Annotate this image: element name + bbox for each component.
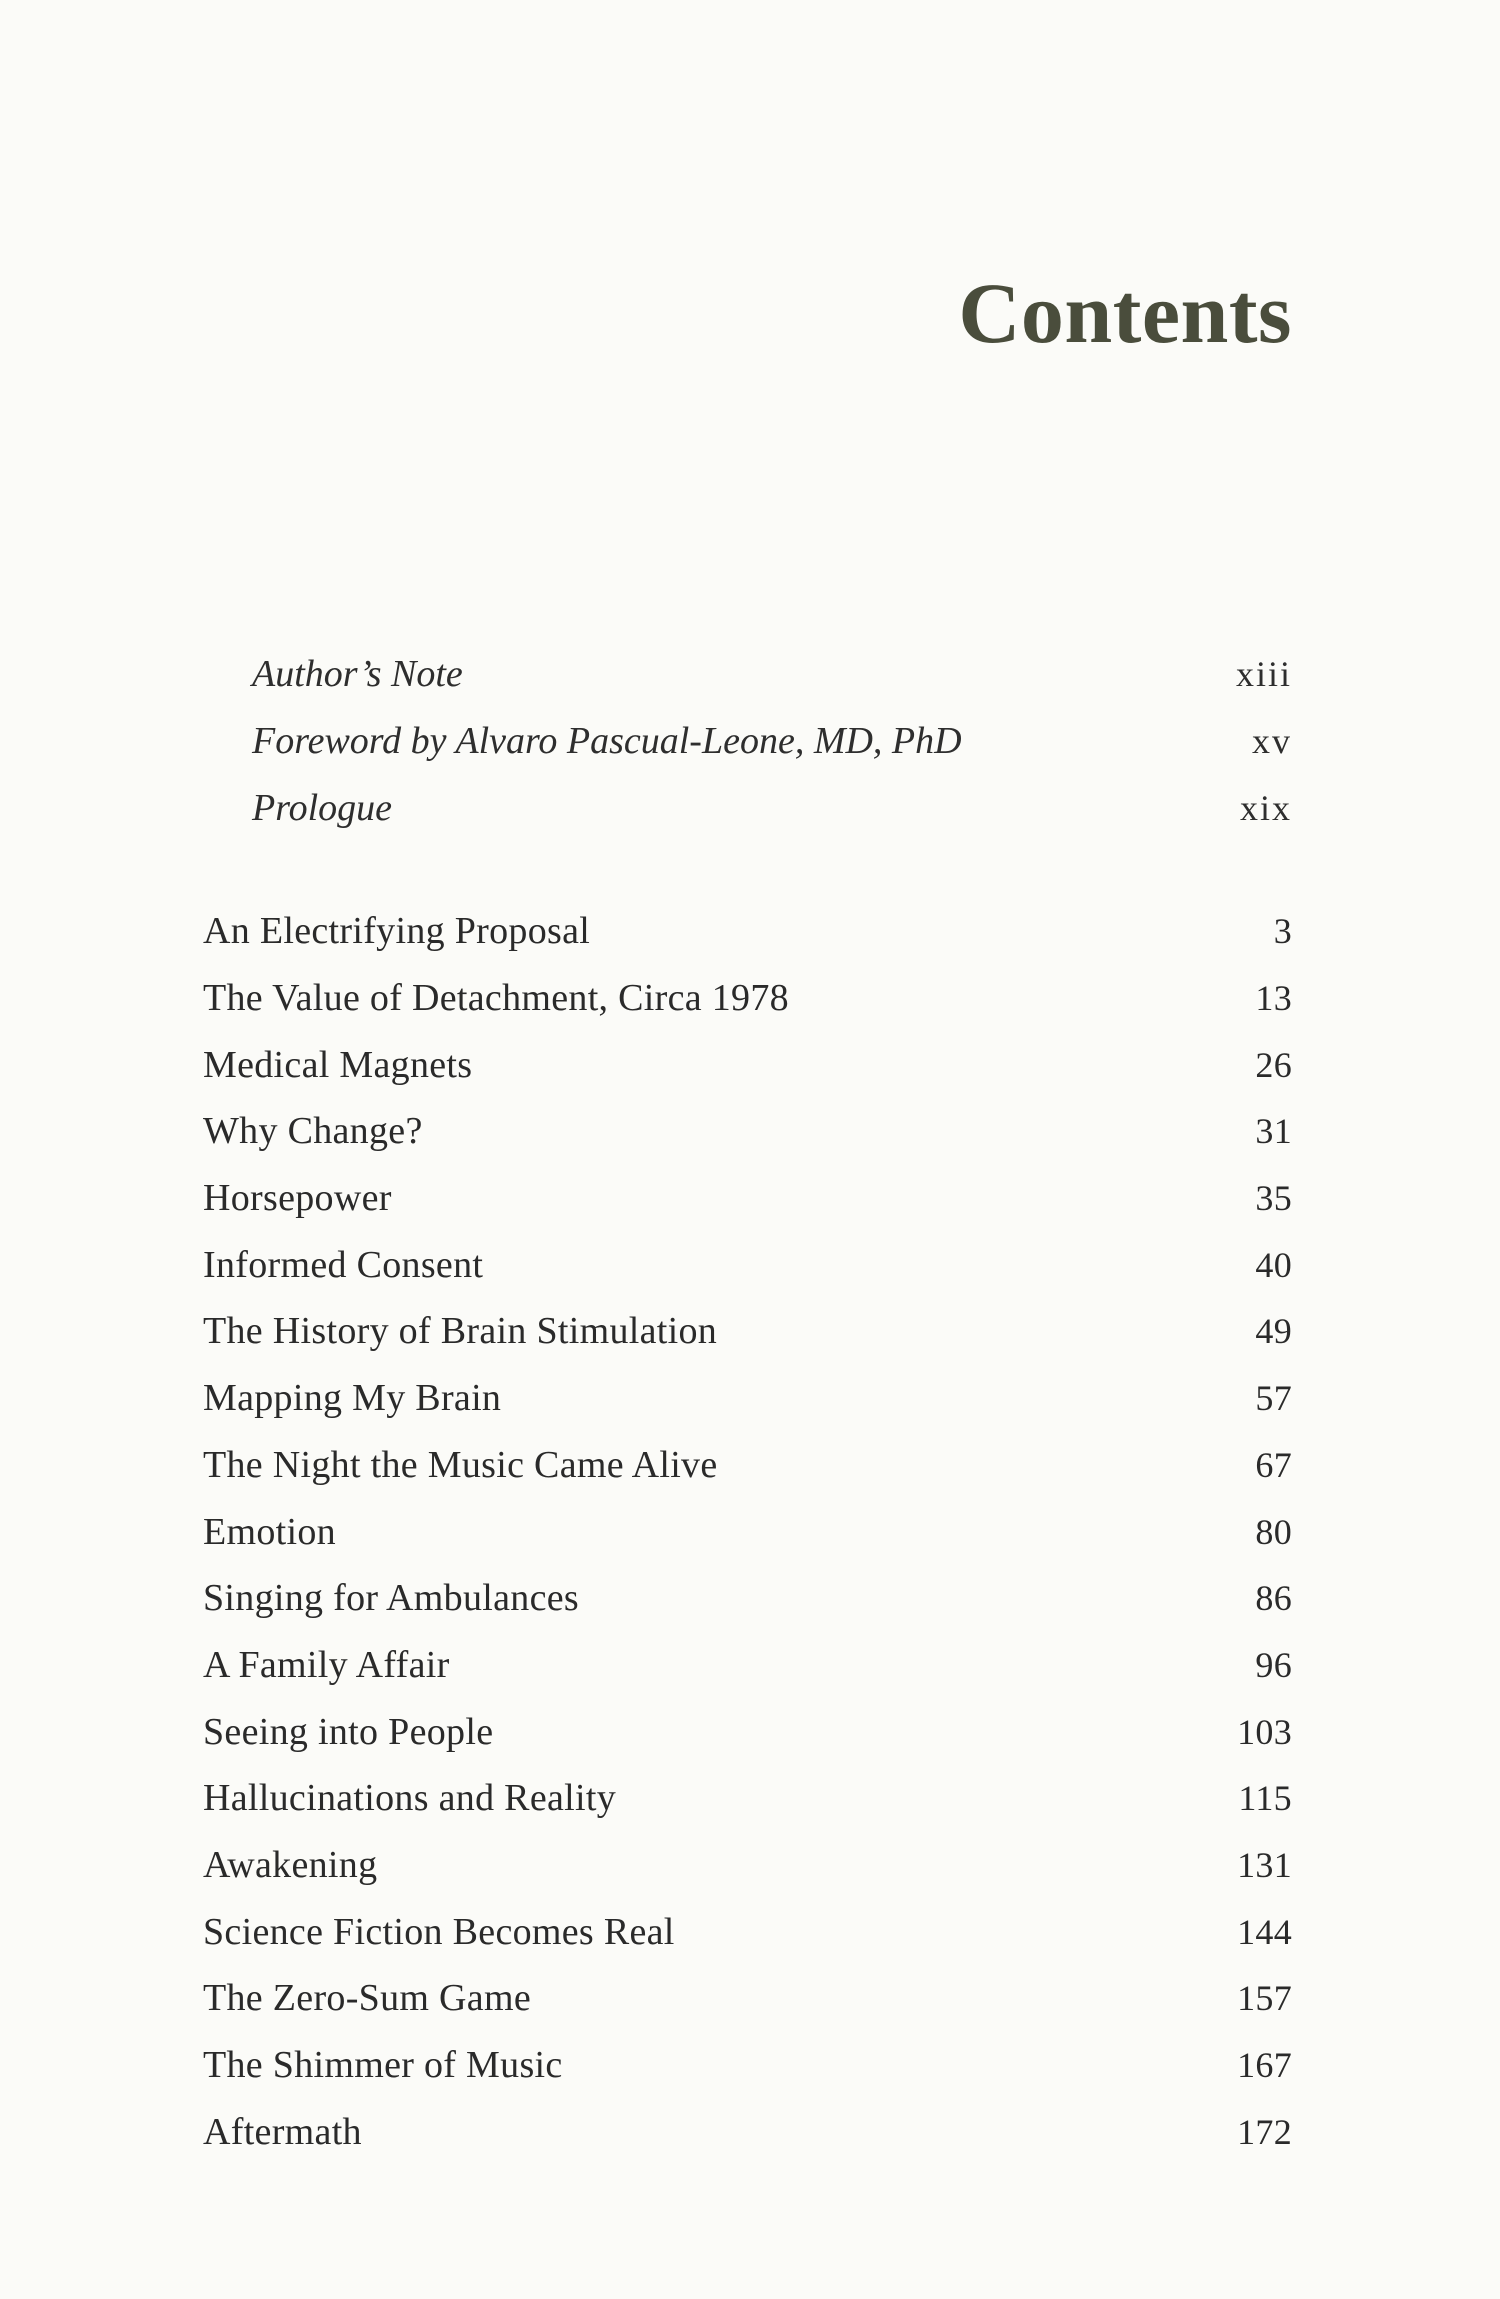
entry-title: Foreword by Alvaro Pascual-Leone, MD, PhD [252, 719, 962, 762]
chapter-title: The Shimmer of Music [203, 2044, 563, 2087]
page-title: Contents [958, 265, 1292, 361]
chapter-item[interactable] [203, 2032, 1292, 2099]
chapter-title: Seeing into People [203, 1710, 494, 1753]
chapter-page-number: 3 [1273, 911, 1292, 952]
chapter-item[interactable] [203, 1898, 1292, 1965]
entry-page-number: xiii [1235, 653, 1292, 694]
chapter-item[interactable] [203, 1965, 1292, 2032]
entry-page-number: xix [1239, 787, 1292, 828]
chapter-item[interactable] [203, 1098, 1292, 1165]
front-matter-item[interactable] [252, 774, 1292, 841]
chapter-title: Singing for Ambulances [203, 1577, 580, 1620]
chapter-page-number: 13 [1255, 978, 1292, 1019]
chapter-page-number: 67 [1255, 1444, 1292, 1485]
chapter-page-number: 31 [1255, 1111, 1292, 1152]
chapter-item[interactable] [203, 1432, 1292, 1499]
chapter-page-number: 86 [1255, 1578, 1292, 1619]
chapter-title: Horsepower [203, 1177, 392, 1220]
chapter-item[interactable] [203, 1632, 1292, 1699]
entry-title: Prologue [252, 786, 393, 829]
chapter-item[interactable] [203, 1765, 1292, 1832]
chapter-page-number: 35 [1255, 1178, 1292, 1219]
chapter-page-number: 144 [1237, 1911, 1292, 1952]
chapter-item[interactable] [203, 1298, 1292, 1365]
chapter-title: A Family Affair [203, 1643, 450, 1686]
chapter-item[interactable] [203, 2098, 1292, 2165]
front-matter-item[interactable] [252, 707, 1292, 774]
chapter-item[interactable] [203, 1832, 1292, 1899]
chapter-item[interactable] [203, 898, 1292, 965]
chapter-page-number: 157 [1237, 1978, 1292, 2019]
chapter-page-number: 131 [1237, 1844, 1292, 1885]
chapter-title: An Electrifying Proposal [203, 910, 591, 953]
chapter-title: Mapping My Brain [203, 1377, 502, 1420]
chapter-page-number: 115 [1238, 1778, 1292, 1819]
chapter-page-number: 172 [1237, 2111, 1292, 2152]
chapter-title: The Night the Music Came Alive [203, 1443, 718, 1486]
chapter-title: Why Change? [203, 1110, 423, 1153]
front-matter-item[interactable] [252, 640, 1292, 707]
chapter-title: The Zero-Sum Game [203, 1977, 531, 2020]
chapter-item[interactable] [203, 1231, 1292, 1298]
chapter-page-number: 49 [1255, 1311, 1292, 1352]
chapter-title: Hallucinations and Reality [203, 1777, 617, 1820]
chapter-item[interactable] [203, 1031, 1292, 1098]
front-matter-list [252, 640, 1292, 841]
chapter-title: Medical Magnets [203, 1043, 473, 1086]
chapter-page-number: 96 [1255, 1644, 1292, 1685]
chapter-title: Emotion [203, 1510, 336, 1553]
chapter-page-number: 40 [1255, 1244, 1292, 1285]
chapter-page-number: 26 [1255, 1044, 1292, 1085]
chapter-item[interactable] [203, 965, 1292, 1032]
chapter-title: The Value of Detachment, Circa 1978 [203, 977, 789, 1020]
chapter-page-number: 80 [1255, 1511, 1292, 1552]
chapter-title: The History of Brain Stimulation [203, 1310, 718, 1353]
chapter-title: Informed Consent [203, 1243, 484, 1286]
chapter-page-number: 57 [1255, 1378, 1292, 1419]
chapter-title: Awakening [203, 1843, 378, 1886]
chapter-page-number: 167 [1237, 2045, 1292, 2086]
entry-title: Author’s Note [252, 652, 463, 695]
entry-page-number: xv [1252, 720, 1292, 761]
chapter-list [203, 898, 1292, 2165]
chapter-item[interactable] [203, 1498, 1292, 1565]
chapter-item[interactable] [203, 1165, 1292, 1232]
chapter-title: Aftermath [203, 2110, 362, 2153]
chapter-item[interactable] [203, 1365, 1292, 1432]
chapter-item[interactable] [203, 1565, 1292, 1632]
chapter-item[interactable] [203, 1698, 1292, 1765]
chapter-page-number: 103 [1237, 1711, 1292, 1752]
chapter-title: Science Fiction Becomes Real [203, 1910, 675, 1953]
